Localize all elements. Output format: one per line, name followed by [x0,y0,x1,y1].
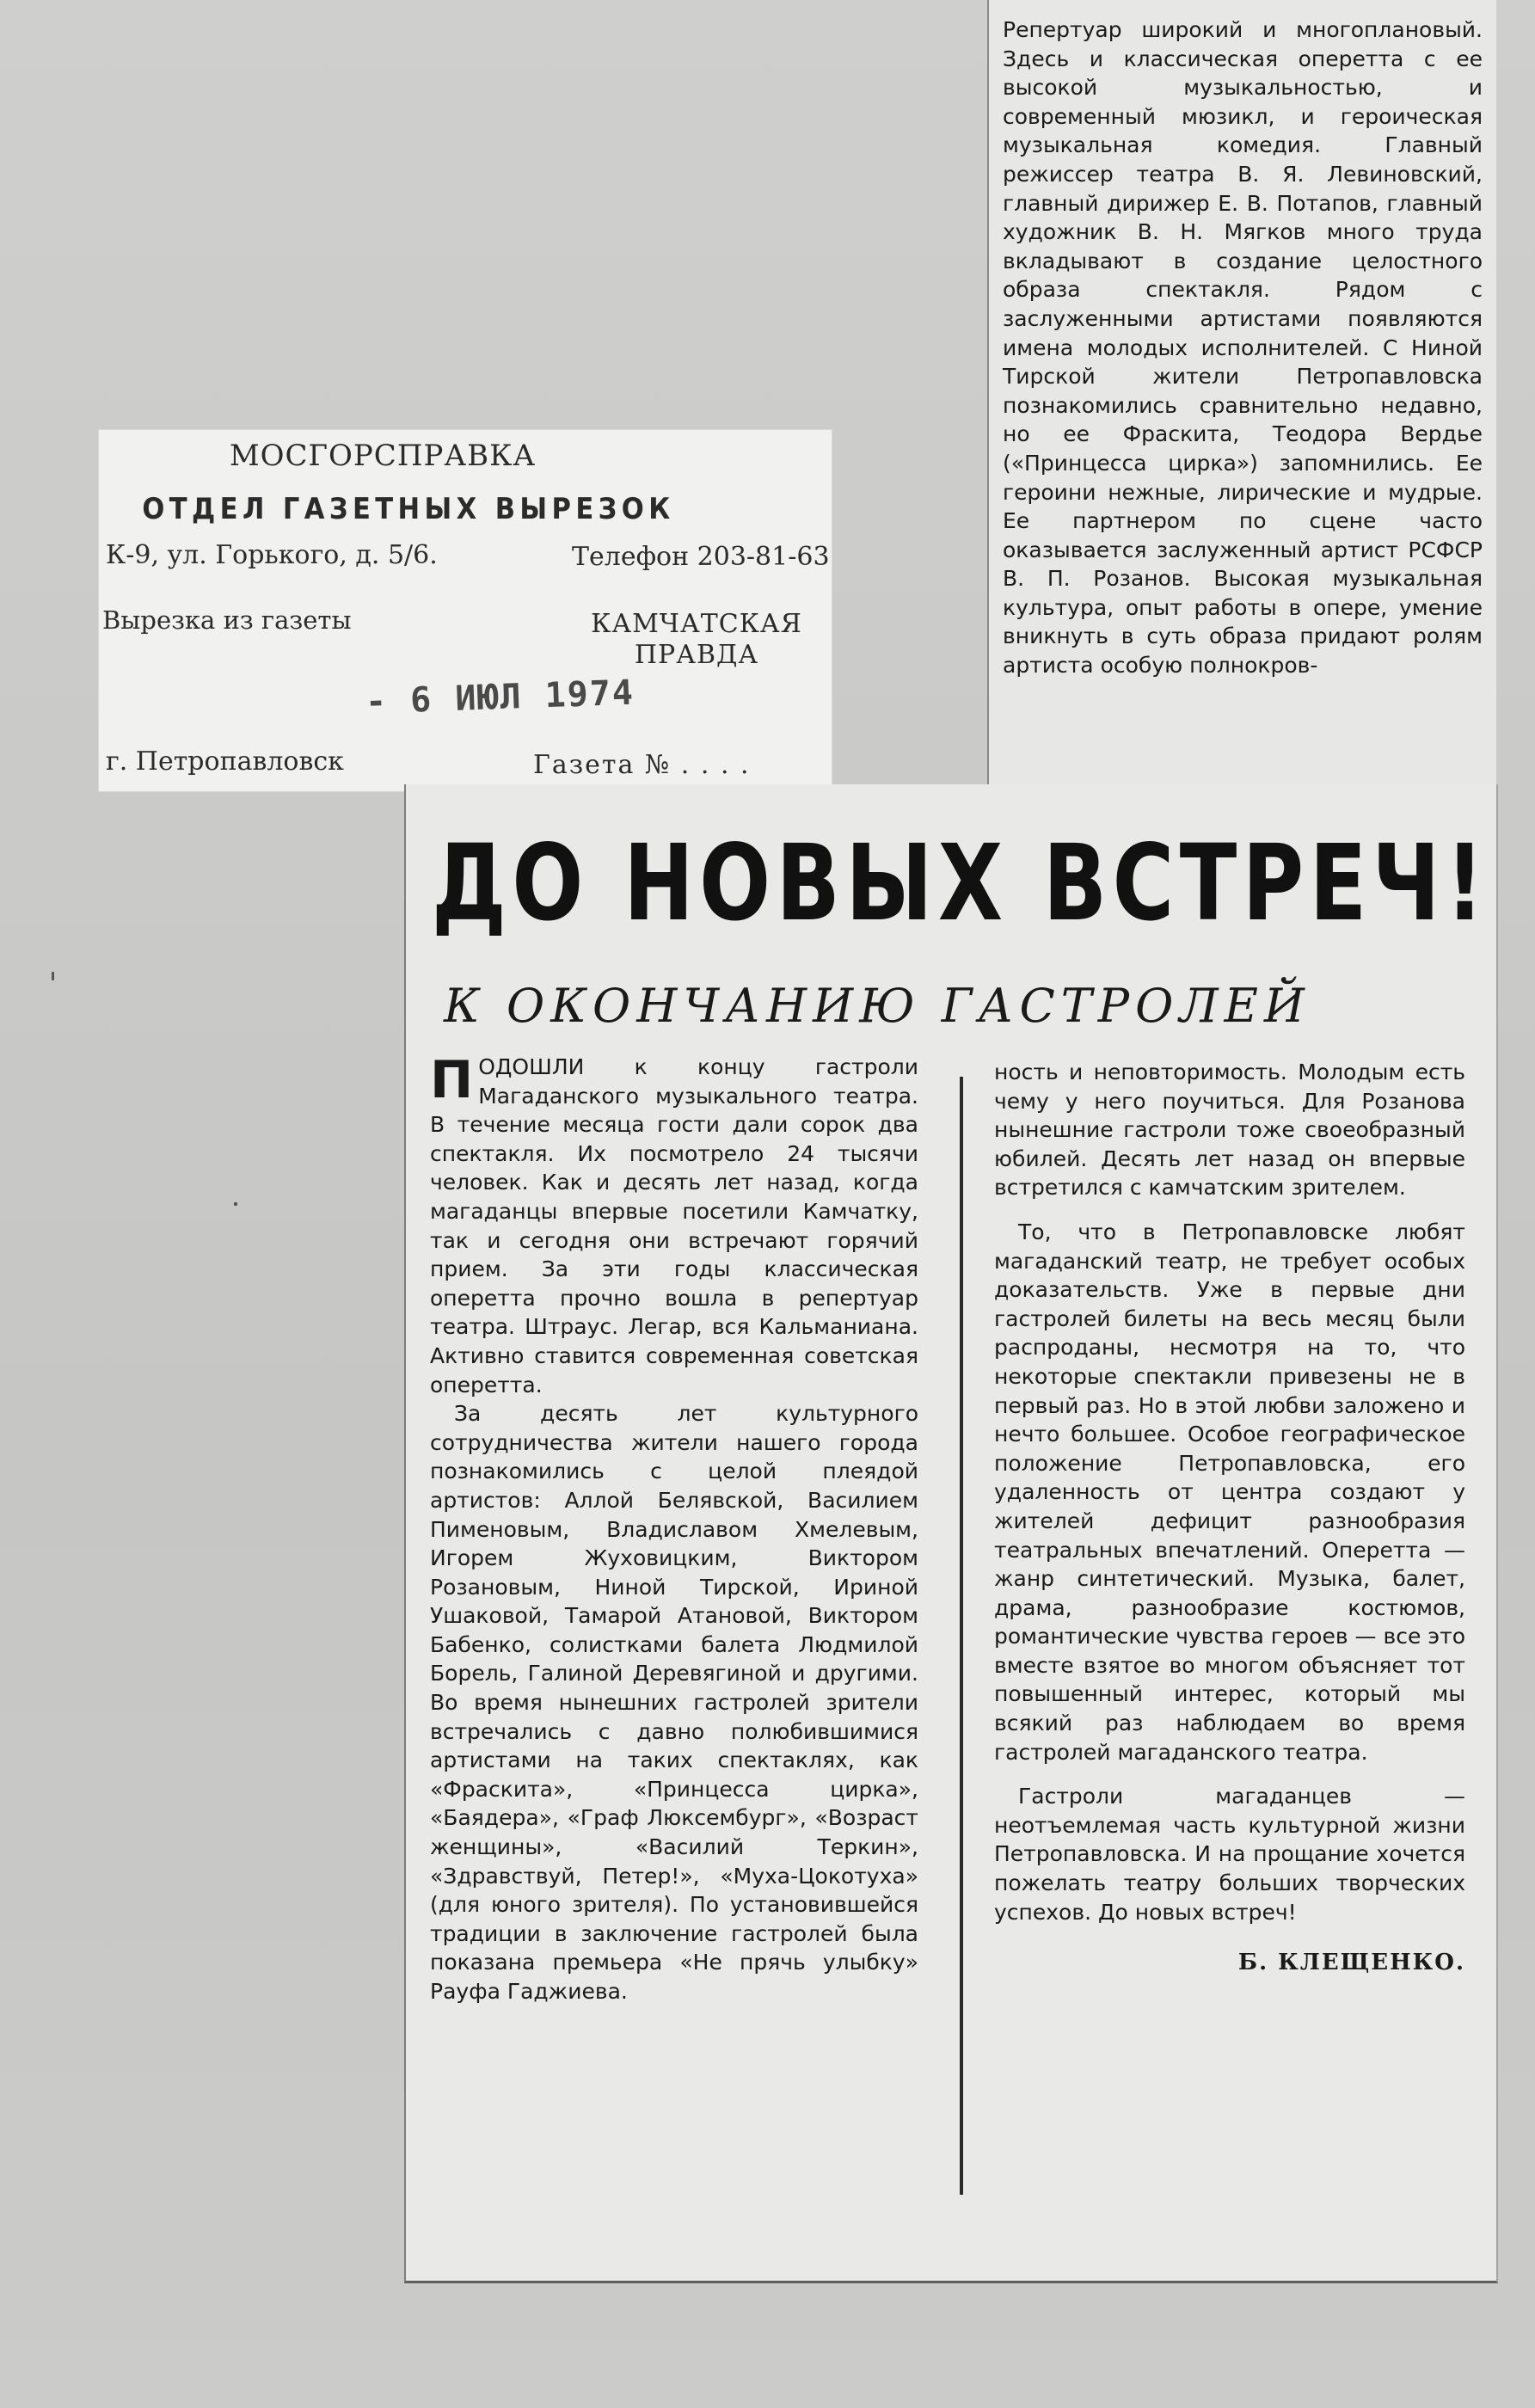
stamp-paper-number: Газета № . . . . [533,750,751,780]
article-signature: Б. КЛЕЩЕНКО. [1237,1950,1465,1976]
stamp-phone: Телефон 203-81-63 [572,542,830,572]
article-left-column [430,1050,918,2006]
article-subhead: К ОКОНЧАНИЮ ГАСТРОЛЕЙ [444,979,1311,1033]
left-paragraph-1-text: ОДОШЛИ к концу гастроли Магаданского музыкального театра. В течение месяца гости дали сорок два спектакля. Их посмотрело 24 тысячи человек. Как и десять лет назад, когда магаданцы впервые посетили Камчатку, так и сегодня они встречают горячий прием. За эти годы классическая оперетта прочно вошла в репертуар театра. Штраус. Легар, вся Кальманиана. Активно ставится современная советская оперетта. [430,1054,918,1398]
archive-stamp [99,430,832,791]
left-paragraph-1 [430,1050,918,1399]
stamp-dept: ОТДЕЛ ГАЗЕТНЫХ ВЫРЕЗОК [142,492,675,526]
clipping-top-column [987,0,1496,786]
stamp-city: г. Петропавловск [106,746,344,777]
stamp-cut-label: Вырезка из газеты [102,605,352,635]
right-paragraph-3: Гастроли магаданцев — неотъемлемая часть культурной жизни Петропавловска. И на прощание хочется пожелать театру больших творческих успехов. До новых встреч! [994,1784,1465,1925]
top-column-text: Репертуар широкий и многоплановый. Здесь и классическая оперетта с ее высокой музыкальностью, и современный мюзикл, и героическая музыкальная комедия. Главный режиссер театра В. Я. Левиновский, главный дирижер Е. В. Потапов, главный художник В. Н. Мягков много труда вкладывают в создание целостного образа спектакля. Рядом с заслуженными артистами появляются имена молодых исполнителей. С Ниной Тирской жители Петропавловска познакомились сравнительно недавно, но ее Фраскита, Теодора Вердье («Принцесса цирка») запомнились. Ее героини нежные, лирические и мудрые. Ее партнером по сцене часто оказывается заслуженный артист РСФСР В. П. Розанов. Высокая музыкальная культура, опыт работы в опере, умение вникнуть в суть образа придают ролям артиста особую полнокров- [1003,17,1483,679]
print-speck [234,1202,237,1206]
stamp-address: К-9, ул. Горького, д. 5/6. [106,540,438,570]
right-paragraph-2: То, что в Петропавловске любят магаданский театр, не требует особых доказательств. Уже в первые дни гастролей билеты на весь месяц были распроданы, несмотря на то, что некоторые спектакли привезены не в первый раз. Но в этой любви заложено и нечто большее. Особое географическое положение Петропавловска, его удаленность от центра создают у жителей дефицит разнообразия театральных впечатлений. Оперетта — жанр синтетический. Музыка, балет, драма, разнообразие костюмов, романтические чувства героев — все это вместе взятое во многом объясняет тот повышенный интерес, который мы всякий раз наблюдаем во время гастролей магаданского театра. [994,1219,1465,1765]
stamp-org: МОСГОРСПРАВКА [229,439,537,473]
clipping-main [404,784,1498,2283]
article-headline: ДО НОВЫХ ВСТРЕЧ! [432,822,1489,944]
article-top-column [1003,15,1483,680]
article-right-column [994,1058,1465,1978]
column-divider [960,1077,963,2195]
right-paragraph-1: ность и неповторимость. Молодым есть чему у него поучиться. Для Розанова нынешние гастроли тоже своеобразный юбилей. Десять лет назад он впервые встретился с камчатским зрителем. [994,1060,1465,1201]
stamp-paper-name: КАМЧАТСКАЯ ПРАВДА [591,609,802,670]
drop-cap: П [430,1050,474,1110]
print-speck [52,972,54,980]
left-paragraph-2: За десять лет культурного сотрудничества жители нашего города познакомились с целой плеядой артистов: Аллой Белявской, Василием Пименовым, Владиславом Хмелевым, Игорем Жуховицким, Виктором Розановым, Ниной Тирской, Ириной Ушаковой, Тамарой Атановой, Виктором Бабенко, солистками балета Людмилой Борель, Галиной Деревягиной и другими. Во время нынешних гастролей зрители встречались с давно полюбившимися артистами на таких спектаклях, как «Фраскита», «Принцесса цирка», «Баядера», «Граф Люксембург», «Возраст женщины», «Василий Теркин», «Здравствуй, Петер!», «Муха-Цокотуха» (для юного зрителя). По установившейся традиции в заключение гастролей была показана премьера «Не прячь улыбку» Рауфа Гаджиева. [430,1401,918,2004]
stamp-date: - 6 ИЮЛ 1974 [365,673,635,722]
